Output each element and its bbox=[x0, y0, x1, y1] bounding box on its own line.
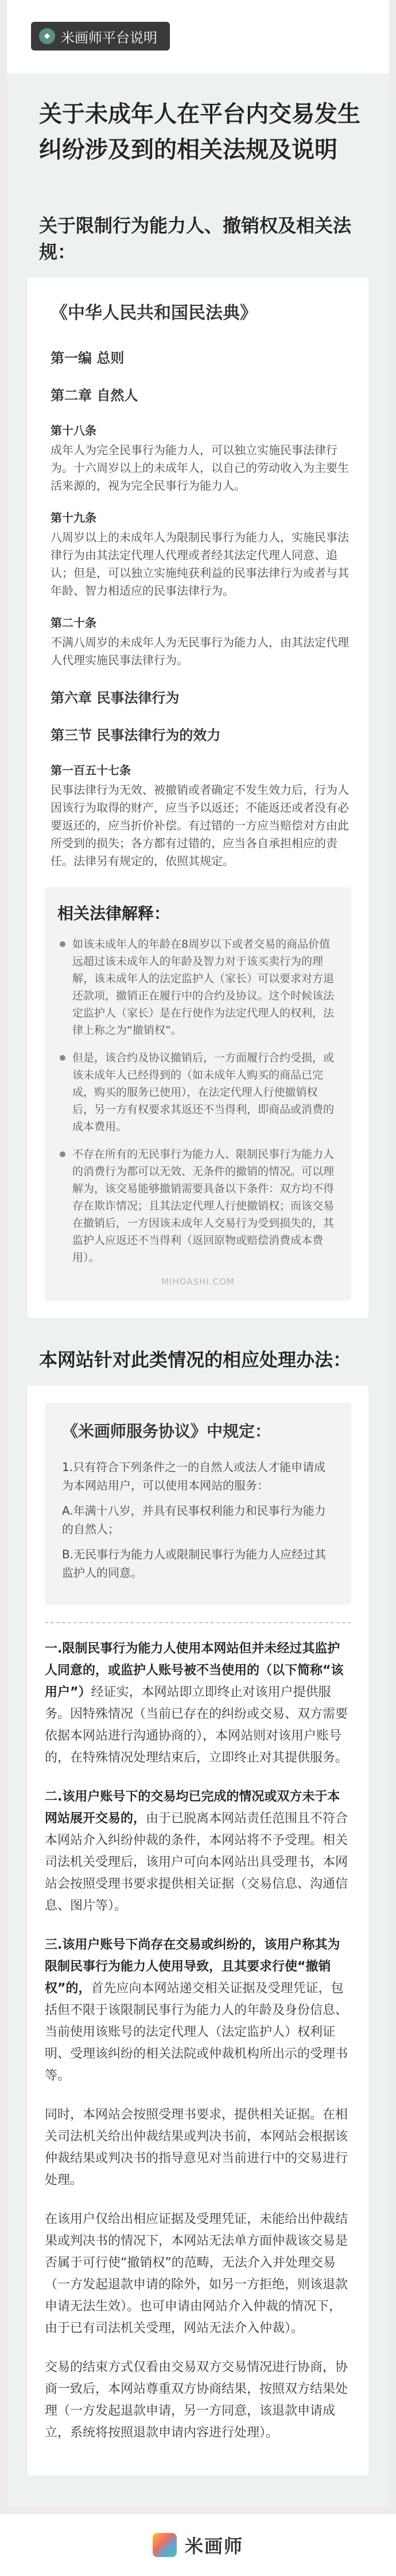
page-title: 关于未成年人在平台内交易发生纠纷涉及到的相关法规及说明 bbox=[39, 101, 360, 163]
list-item bbox=[57, 936, 339, 1039]
handling-rule-2 bbox=[45, 1786, 351, 1917]
handling-rule-1-text: 经证实，本网站即立即终止对该用户提供服务。因特殊情况（当前已存在的纠纷或交易、双方需要依据本网站进行沟通协商的），本网站则对该用户账号的，在特殊情况处理结束后，立即终止对其提供服务。 bbox=[45, 1685, 348, 1765]
article-18-title: 第十八条 bbox=[51, 424, 96, 437]
brand-logo-icon bbox=[153, 2533, 177, 2557]
explanation-title: 相关法律解释： bbox=[57, 904, 170, 923]
watermark: MIHOASHI.COM bbox=[161, 1277, 235, 1287]
protocol-clause-b: B.无民事行为能力人或限制民事行为能力人应经过其监护人的同意。 bbox=[62, 1547, 327, 1580]
footer bbox=[0, 2514, 396, 2576]
law-section-3: 第三节 民事法律行为的效力 bbox=[51, 727, 221, 743]
protocol-box bbox=[45, 1403, 351, 1605]
handling-paragraph-5: 在该用户仅给出相应证据及受理凭证，未能给出仲裁结果或判决书的情况下，本网站无法单方面仲裁该交易是否属于可行使“撤销权”的范畴，无法介入并处理交易（一方发起退款申请的除外，如另一方拒绝，则该退款申请无法生效）。也可申请由网站介入仲裁的情况下，由于已有司法机关受理，网站无法介入仲裁）。 bbox=[45, 2212, 348, 2336]
bullet-dot-icon bbox=[60, 1151, 65, 1157]
handling-rule-1 bbox=[45, 1638, 351, 1769]
handling-rule-1-heading: 一.限制民事行为能力人使用本网站但并未经过其监护人同意的，或监护人账号被不当使用的（以下简称“该用户”） bbox=[45, 1642, 344, 1700]
explanation-item-text: 但是，该合约及协议撤销后，一方面履行合约受损，或该未成年人已经得到的（如未成年人购买的商品已完成，购买的服务已使用），在法定代理人行使撤销权后，另一方有权要求其返还不当得利，即商品或消费的成本费用。 bbox=[72, 1052, 335, 1133]
spacer bbox=[45, 1386, 351, 1403]
explanation-item-text: 不存在所有的无民事行为能力人、限制民事行为能力人的消费行为都可以无效、无条件的撤销的情况。可以理解为，该交易能够撤销需要具备以下条件：双方均不得存在欺诈情况；且其法定代理人行使撤销权；而该交易在撤销后，一方因该未成年人交易行为受到损失的，其监护人应返还不当得利（返回原物或赔偿消费成本费用）。 bbox=[72, 1148, 335, 1264]
law-card bbox=[28, 278, 368, 1318]
top-bar bbox=[7, 0, 389, 73]
bullet-dot-icon bbox=[60, 1055, 65, 1061]
law-title: 《中华人民共和国民法典》 bbox=[51, 303, 257, 323]
handling-rule-2-heading: 二.该用户账号下的交易均已完成的情况或双方未于本网站展开交易的， bbox=[45, 1790, 340, 1826]
brand-name: 米画师 bbox=[184, 2535, 243, 2557]
article-19-text: 八周岁以上的未成年人为限制民事行为能力人，实施民事法律行为由其法定代理人代理或者经其法定代理人同意、追认；但是，可以独立实施纯获利益的民事法律行为或者与其年龄、智力相适应的民事法律行为。 bbox=[51, 530, 349, 598]
protocol-clause-1: 1.只有符合下列条件之一的自然人或法人才能申请成为本网站用户，可以使用本网站的服务： bbox=[62, 1460, 326, 1492]
bullet-dot-icon bbox=[60, 941, 65, 947]
section-heading-law: 关于限制行为能力人、撤销权及相关法规： bbox=[39, 215, 352, 263]
handling-paragraph-6: 交易的结束方式仅看由交易双方交易情况进行协商，协商一致后，本网站尊重双方协商结果，按照双方结果处理（一方发起退款申请，另一方同意，该退款申请成立，系统将按照退款申请内容进行处理）。 bbox=[45, 2360, 348, 2440]
explanation-item-text: 如该未成年人的年龄在8周岁以下或者交易的商品价值远超过该未成年人的年龄及智力对于该买卖行为的理解，该未成年人的法定监护人（家长）可以要求对方退还款项，撤销正在履行中的合约及协议。这个时候该法定监护人（家长）是在行使作为法定代理人的权利，法律上称之为“撤销权”。 bbox=[72, 938, 335, 1037]
article-19-title: 第十九条 bbox=[51, 511, 96, 525]
divider bbox=[45, 1622, 351, 1623]
handling-rule-3 bbox=[45, 1934, 351, 2087]
legal-explanation-box bbox=[45, 887, 351, 1301]
logo-icon bbox=[39, 28, 55, 44]
platform-notice-tag bbox=[31, 22, 170, 51]
handling-rule-3-heading: 三.该用户账号下尚存在交易或纠纷的，该用户称其为限制民事行为能力人使用导致，且其要求行使“撤销权”的， bbox=[45, 1938, 340, 1996]
article-18-text: 成年人为完全民事行为能力人，可以独立实施民事法律行为。十六周岁以上的未成年人，以自己的劳动收入为主要生活来源的，视为完全民事行为能力人。 bbox=[51, 443, 349, 492]
handling-card bbox=[28, 1386, 368, 2475]
law-chapter-6: 第六章 民事法律行为 bbox=[51, 690, 180, 706]
protocol-title: 《米画师服务协议》中规定： bbox=[62, 1422, 271, 1441]
law-book: 第一编 总则 bbox=[51, 350, 125, 366]
article-157-title: 第一百五十七条 bbox=[51, 763, 131, 777]
article-157-text: 民事法律行为无效、被撤销或者确定不发生效力后，行为人因该行为取得的财产，应当予以返还；不能返还或者没有必要返还的，应当折价补偿。有过错的一方应当赔偿对方由此所受到的损失；各方都有过错的，应当各自承担相应的责任。法律另有规定的，依照其规定。 bbox=[51, 783, 349, 868]
spacer bbox=[45, 1605, 351, 1622]
handling-rule-2-text: 由于已脱离本网站责任范围且不符合本网站介入纠纷仲裁的条件，本网站将不予受理。相关司法机关受理后，该用户可向本网站出具受理书，本网站会按照受理书要求提供相关证据（交易信息、沟通信息、图片等）。 bbox=[45, 1811, 348, 1913]
handling-rule-3-text: 首先应向本网站递交相关证据及受理凭证，包括但不限于该限制民事行为能力人的年龄及身份信息、当前使用该账号的法定代理人（法定监护人）权利证明、受理该纠纷的相关法院或仲裁机构所出示的受理书等。 bbox=[45, 1981, 348, 2083]
list-item bbox=[57, 1146, 339, 1266]
section-heading-handling: 本网站针对此类情况的相应处理办法： bbox=[39, 1349, 352, 1371]
article-20-title: 第二十条 bbox=[51, 616, 96, 630]
law-chapter-2: 第二章 自然人 bbox=[51, 387, 138, 404]
protocol-clause-a: A.年满十八岁，并具有民事权利能力和民事行为能力的自然人； bbox=[62, 1504, 326, 1536]
handling-paragraph-4: 同时，本网站会按照受理书要求，提供相关证据。在相关司法机关给出仲裁结果或判决书前，本网站会根据该仲裁结果或判决书的指导意见对当前进行中的交易进行处理。 bbox=[45, 2108, 348, 2187]
list-item bbox=[57, 1049, 339, 1135]
article-20-text: 不满八周岁的未成年人为无民事行为能力人，由其法定代理人代理实施民事法律行为。 bbox=[51, 635, 349, 667]
tag-label: 米画师平台说明 bbox=[61, 29, 157, 46]
